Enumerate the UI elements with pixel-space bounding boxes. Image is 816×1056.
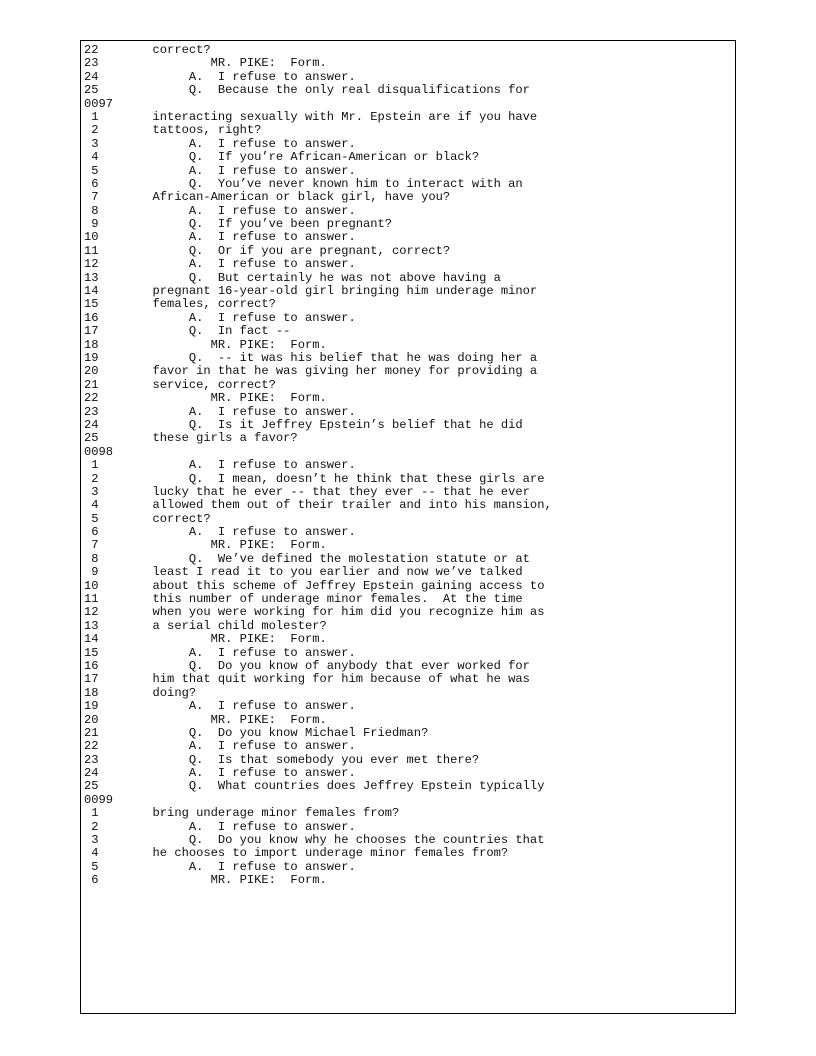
line-number: 5 [84, 511, 99, 526]
page-number-marker [81, 794, 735, 807]
line-text: doing? [109, 685, 197, 700]
line-number: 9 [84, 565, 99, 580]
transcript-line [81, 272, 735, 285]
line-text: service, correct? [109, 377, 276, 392]
transcript-line [81, 767, 735, 780]
transcript-line [81, 71, 735, 84]
line-text: MR. PIKE: Form. [109, 632, 327, 647]
line-number: 6 [84, 873, 99, 888]
transcript-line [81, 57, 735, 70]
transcript-line [81, 111, 735, 124]
line-text: A. I refuse to answer. [109, 525, 356, 540]
line-number: 16 [84, 310, 99, 325]
line-number: 2 [84, 819, 99, 834]
line-text: Q. What countries does Jeffrey Epstein typically [109, 779, 545, 794]
line-text: MR. PIKE: Form. [109, 712, 327, 727]
line-number: 21 [84, 725, 99, 740]
line-number: 22 [84, 739, 99, 754]
line-text: A. I refuse to answer. [109, 136, 356, 151]
line-number: 3 [84, 833, 99, 848]
line-number: 21 [84, 377, 99, 392]
transcript-line [81, 325, 735, 338]
transcript-line [81, 566, 735, 579]
line-text: he chooses to import underage minor females from? [109, 846, 509, 861]
line-text: correct? [109, 43, 211, 57]
line-number: 11 [84, 243, 99, 258]
transcript-line [81, 231, 735, 244]
line-text: A. I refuse to answer. [109, 203, 356, 218]
line-text: pregnant 16-year-old girl bringing him underage minor [109, 284, 538, 299]
transcript-line [81, 419, 735, 432]
line-number: 7 [84, 190, 99, 205]
line-number: 5 [84, 859, 99, 874]
line-number: 14 [84, 284, 99, 299]
line-text: Q. Is it Jeffrey Epstein’s belief that he did [109, 417, 523, 432]
transcript-line [81, 191, 735, 204]
transcript-page [80, 40, 736, 1014]
transcript-line [81, 673, 735, 686]
line-number: 22 [84, 43, 99, 57]
line-number: 2 [84, 471, 99, 486]
transcript-line [81, 245, 735, 258]
line-text: A. I refuse to answer. [109, 766, 356, 781]
transcript-line [81, 178, 735, 191]
transcript-line [81, 151, 735, 164]
line-text: Q. I mean, doesn’t he think that these girls are [109, 471, 545, 486]
line-text: A. I refuse to answer. [109, 69, 356, 84]
transcript-line [81, 392, 735, 405]
line-number: 14 [84, 632, 99, 647]
line-number: 12 [84, 257, 99, 272]
transcript-line [81, 633, 735, 646]
transcript-line [81, 539, 735, 552]
transcript-line [81, 459, 735, 472]
line-number: 6 [84, 525, 99, 540]
line-number: 25 [84, 779, 99, 794]
transcript-line [81, 218, 735, 231]
line-number: 4 [84, 150, 99, 165]
line-text: Q. -- it was his belief that he was doing her a [109, 350, 538, 365]
transcript-line [81, 687, 735, 700]
transcript-line [81, 513, 735, 526]
line-number: 2 [84, 123, 99, 138]
line-text: MR. PIKE: Form. [109, 873, 327, 888]
line-number: 24 [84, 417, 99, 432]
line-number: 17 [84, 672, 99, 687]
line-text: MR. PIKE: Form. [109, 337, 327, 352]
transcript-line [81, 258, 735, 271]
line-text: correct? [109, 511, 211, 526]
line-number: 3 [84, 136, 99, 151]
transcript-line [81, 780, 735, 793]
transcript-line [81, 312, 735, 325]
transcript-line [81, 647, 735, 660]
line-number: 1 [84, 458, 99, 473]
line-number: 23 [84, 404, 99, 419]
line-text: tattoos, right? [109, 123, 262, 138]
transcript-line [81, 593, 735, 606]
line-number: 9 [84, 217, 99, 232]
line-text: lucky that he ever -- that they ever -- that he ever [109, 484, 530, 499]
line-number: 17 [84, 324, 99, 339]
line-text: about this scheme of Jeffrey Epstein gaining access to [109, 578, 545, 593]
line-number: 1 [84, 806, 99, 821]
transcript-line [81, 473, 735, 486]
line-text: A. I refuse to answer. [109, 257, 356, 272]
transcript-line [81, 124, 735, 137]
line-number: 6 [84, 176, 99, 191]
line-text: A. I refuse to answer. [109, 404, 356, 419]
line-text: African-American or black girl, have you? [109, 190, 451, 205]
line-text: Q. If you’ve been pregnant? [109, 217, 393, 232]
line-number: 18 [84, 685, 99, 700]
line-text: a serial child molester? [109, 618, 327, 633]
line-number: 18 [84, 337, 99, 352]
transcript-line [81, 834, 735, 847]
line-number: 23 [84, 56, 99, 71]
line-number: 16 [84, 658, 99, 673]
line-text: MR. PIKE: Form. [109, 56, 327, 71]
transcript-line [81, 486, 735, 499]
transcript-line [81, 205, 735, 218]
line-number: 8 [84, 551, 99, 566]
line-number: 20 [84, 364, 99, 379]
line-text: Q. Or if you are pregnant, correct? [109, 243, 451, 258]
line-text: Q. If you’re African-American or black? [109, 150, 480, 165]
transcript-line [81, 861, 735, 874]
line-text: this number of underage minor females. At the time [109, 592, 523, 607]
line-text: Q. Do you know Michael Friedman? [109, 725, 429, 740]
transcript-line [81, 714, 735, 727]
transcript-line [81, 165, 735, 178]
line-text: allowed them out of their trailer and into his mansion, [109, 498, 552, 513]
line-number: 4 [84, 498, 99, 513]
line-text: MR. PIKE: Form. [109, 538, 327, 553]
line-number: 7 [84, 538, 99, 553]
line-text: Q. Do you know of anybody that ever worked for [109, 658, 530, 673]
line-text: least I read it to you earlier and now we’ve talked [109, 565, 523, 580]
transcript-line [81, 406, 735, 419]
line-number: 10 [84, 578, 99, 593]
transcript-line [81, 821, 735, 834]
transcript-line [81, 606, 735, 619]
transcript-line [81, 700, 735, 713]
line-number: 24 [84, 69, 99, 84]
line-number: 5 [84, 163, 99, 178]
transcript-line [81, 379, 735, 392]
page-number: 0098 [84, 444, 114, 459]
line-number: 15 [84, 297, 99, 312]
transcript-line [81, 339, 735, 352]
page-number-marker [81, 446, 735, 459]
line-number: 20 [84, 712, 99, 727]
line-number: 11 [84, 592, 99, 607]
transcript-line [81, 754, 735, 767]
transcript-line [81, 44, 735, 57]
line-text: MR. PIKE: Form. [109, 391, 327, 406]
transcript-line [81, 298, 735, 311]
transcript-line [81, 138, 735, 151]
line-number: 19 [84, 350, 99, 365]
line-number: 25 [84, 83, 99, 98]
line-text: Q. You’ve never known him to interact with an [109, 176, 523, 191]
line-text: Q. But certainly he was not above having a [109, 270, 501, 285]
line-text: A. I refuse to answer. [109, 699, 356, 714]
line-text: A. I refuse to answer. [109, 310, 356, 325]
line-number: 25 [84, 431, 99, 446]
line-text: A. I refuse to answer. [109, 230, 356, 245]
line-number: 4 [84, 846, 99, 861]
line-text: favor in that he was giving her money for providing a [109, 364, 538, 379]
line-text: A. I refuse to answer. [109, 859, 356, 874]
transcript-line [81, 807, 735, 820]
page-number: 0099 [84, 792, 114, 807]
line-text: A. I refuse to answer. [109, 819, 356, 834]
line-text: females, correct? [109, 297, 276, 312]
transcript-line [81, 84, 735, 97]
line-number: 12 [84, 605, 99, 620]
line-text: these girls a favor? [109, 431, 298, 446]
line-text: A. I refuse to answer. [109, 739, 356, 754]
line-number: 22 [84, 391, 99, 406]
line-number: 15 [84, 645, 99, 660]
transcript-line [81, 365, 735, 378]
line-number: 1 [84, 109, 99, 124]
line-number: 19 [84, 699, 99, 714]
line-text: when you were working for him did you recognize him as [109, 605, 545, 620]
line-text: bring underage minor females from? [109, 806, 400, 821]
transcript-line [81, 553, 735, 566]
page-number: 0097 [84, 96, 114, 111]
line-text: Q. In fact -- [109, 324, 291, 339]
line-text: him that quit working for him because of what he was [109, 672, 530, 687]
transcript-line [81, 352, 735, 365]
line-number: 3 [84, 484, 99, 499]
line-number: 23 [84, 752, 99, 767]
transcript-line [81, 580, 735, 593]
line-number: 13 [84, 270, 99, 285]
line-number: 13 [84, 618, 99, 633]
line-number: 24 [84, 766, 99, 781]
line-text: Q. We’ve defined the molestation statute or at [109, 551, 530, 566]
transcript-line [81, 285, 735, 298]
transcript-line [81, 620, 735, 633]
line-number: 8 [84, 203, 99, 218]
transcript-line [81, 740, 735, 753]
line-text: Q. Because the only real disqualifications for [109, 83, 530, 98]
line-number: 10 [84, 230, 99, 245]
transcript-line [81, 432, 735, 445]
line-text: A. I refuse to answer. [109, 163, 356, 178]
line-text: Q. Is that somebody you ever met there? [109, 752, 480, 767]
transcript-line [81, 727, 735, 740]
transcript-line [81, 847, 735, 860]
transcript-line [81, 874, 735, 887]
transcript-line [81, 660, 735, 673]
page-number-marker [81, 98, 735, 111]
line-text: interacting sexually with Mr. Epstein are if you have [109, 109, 538, 124]
line-text: A. I refuse to answer. [109, 645, 356, 660]
line-text: Q. Do you know why he chooses the countries that [109, 833, 545, 848]
transcript-line [81, 499, 735, 512]
line-text: A. I refuse to answer. [109, 458, 356, 473]
transcript-line [81, 526, 735, 539]
